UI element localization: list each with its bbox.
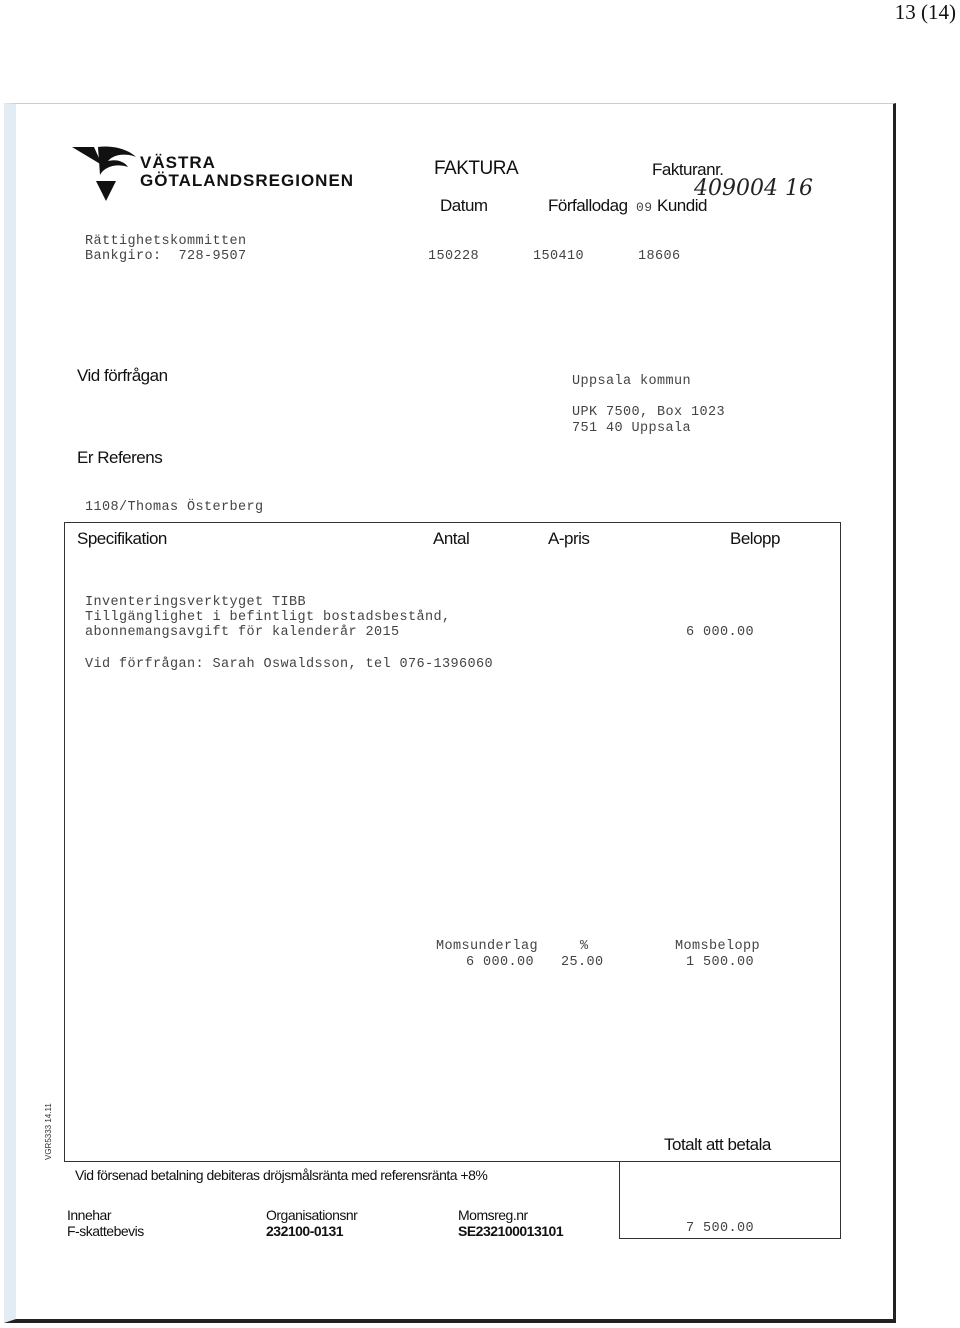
late-payment-note: Vid försenad betalning debiteras dröjsmålsränta med referensränta +8%	[75, 1167, 488, 1183]
vat-percent-label: %	[580, 939, 589, 954]
vat-reg-value: SE232100013101	[458, 1223, 564, 1239]
vid-forfragan-label: Vid förfrågan	[77, 366, 168, 385]
spec-header: Specifikation	[77, 529, 167, 548]
recipient-line-3: 751 40 Uppsala	[572, 421, 692, 436]
vat-amount-value: 1 500.00	[686, 955, 755, 970]
vat-reg-label: Momsreg.nr	[458, 1207, 528, 1223]
fskatt-label: F-skattebevis	[67, 1223, 144, 1239]
item-line-2: Tillgänglighet i befintligt bostadsbestånd,	[85, 610, 451, 625]
total-value: 7 500.00	[686, 1221, 755, 1236]
invoice-number-printed: 09	[636, 200, 653, 215]
antal-header: Antal	[433, 529, 470, 548]
forfallodag-value: 150410	[533, 249, 585, 264]
form-code: VGR5333 14.11	[44, 1103, 53, 1160]
item-line-3: abonnemangsavgift för kalenderår 2015	[85, 625, 400, 640]
invoice-title: FAKTURA	[434, 158, 519, 179]
belopp-header: Belopp	[730, 529, 780, 548]
datum-value: 150228	[428, 249, 480, 264]
recipient-line-1: Uppsala kommun	[572, 374, 692, 389]
logo-line-1: VÄSTRA	[140, 153, 216, 172]
page-number: 13 (14)	[894, 0, 956, 24]
vat-amount-label: Momsbelopp	[675, 939, 761, 954]
innehar-label: Innehar	[67, 1207, 111, 1223]
contact-line: Vid förfrågan: Sarah Oswaldsson, tel 076-1396060	[85, 657, 494, 672]
sender-bankgiro: Bankgiro: 728-9507	[85, 249, 247, 264]
vat-base-value: 6 000.00	[466, 955, 535, 970]
datum-label: Datum	[440, 196, 488, 215]
item-amount: 6 000.00	[686, 625, 755, 640]
kundid-label: Kundid	[657, 196, 707, 215]
forfallodag-label: Förfallodag	[548, 196, 628, 215]
invoice-number-label: Fakturanr.	[652, 160, 724, 179]
total-label: Totalt att betala	[664, 1135, 771, 1154]
er-referens-label: Er Referens	[77, 448, 163, 467]
org-number-label: Organisationsnr	[266, 1207, 358, 1223]
logo-line-2: GÖTALANDSREGIONEN	[140, 171, 355, 190]
org-number-value: 232100-0131	[266, 1223, 344, 1239]
recipient-line-2: UPK 7500, Box 1023	[572, 405, 726, 420]
item-line-1: Inventeringsverktyget TIBB	[85, 595, 307, 610]
invoice-number-handwritten: 409004 16	[694, 176, 813, 201]
vgr-logo-icon	[72, 145, 140, 203]
kundid-value: 18606	[638, 249, 681, 264]
reference-value: 1108/Thomas Österberg	[85, 500, 264, 515]
sender-name: Rättighetskommitten	[85, 234, 247, 249]
vat-base-label: Momsunderlag	[436, 939, 539, 954]
vat-percent-value: 25.00	[561, 955, 604, 970]
apris-header: A-pris	[548, 529, 590, 548]
